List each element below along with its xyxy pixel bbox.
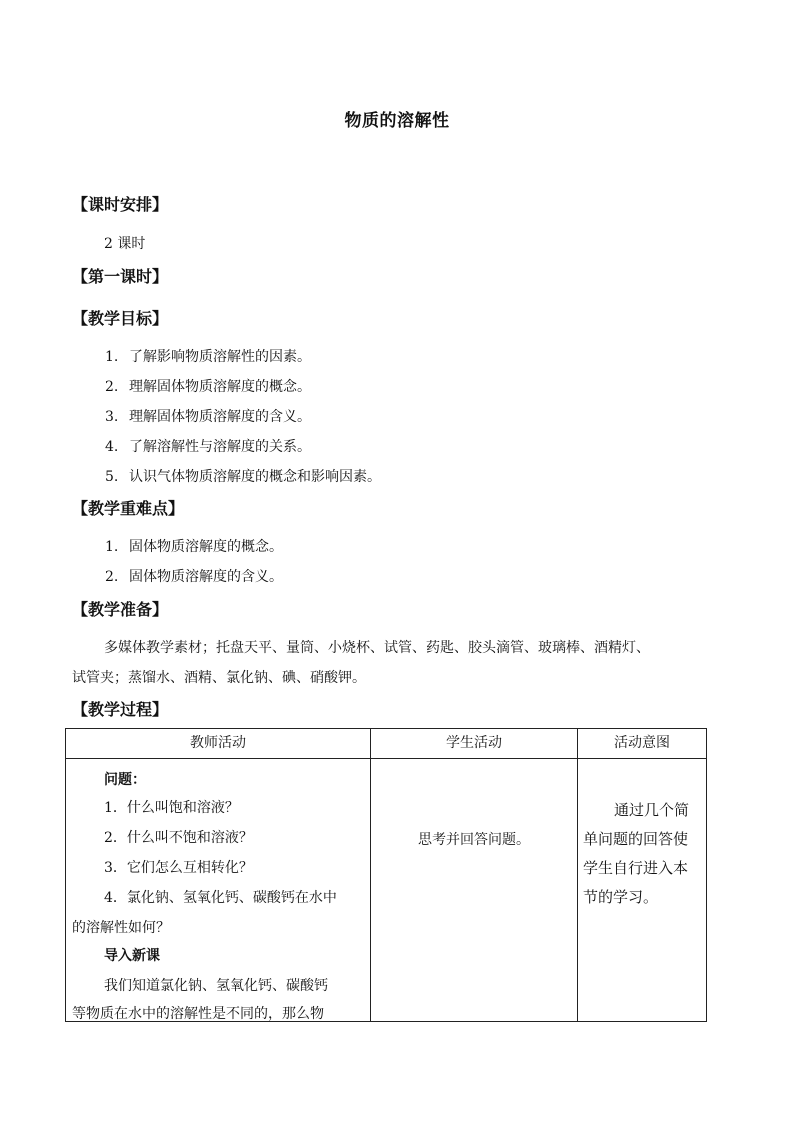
column-divider (577, 729, 578, 1021)
goal-num: 1. (105, 349, 119, 365)
preparation-heading: 【教学准备】 (72, 600, 169, 619)
goals-heading: 【教学目标】 (72, 309, 169, 328)
key-point-item (105, 536, 283, 556)
page-title: 物质的溶解性 (344, 111, 450, 131)
goal-item (105, 376, 311, 396)
student-activity: 思考并回答问题。 (418, 832, 530, 848)
preparation-line: 多媒体教学素材；托盘天平、量筒、小烧杯、试管、药匙、胶头滴管、玻璃棒、酒精灯、 (104, 640, 650, 656)
goal-item (105, 436, 311, 456)
goal-item (105, 406, 311, 426)
process-table (65, 728, 707, 1022)
teacher-question: 2．什么叫不饱和溶液？ (104, 830, 253, 846)
lesson1-heading: 【第一课时】 (72, 267, 169, 286)
preparation-line: 试管夹；蒸馏水、酒精、氯化钠、碘、硝酸钾。 (72, 670, 366, 686)
header-intent: 活动意图 (614, 735, 670, 751)
key-point-text: 固体物质溶解度的含义。 (129, 569, 283, 585)
intent-text: 学生自行进入本 (583, 859, 689, 877)
key-point-num: 1. (105, 539, 119, 555)
process-heading: 【教学过程】 (72, 700, 169, 719)
intro-text: 我们知道氯化钠、氢氧化钙、碳酸钙 (104, 978, 328, 994)
key-points-heading: 【教学重难点】 (72, 499, 185, 518)
key-point-item (105, 566, 283, 586)
goal-item (105, 346, 311, 366)
key-point-num: 2. (105, 569, 119, 585)
header-student: 学生活动 (446, 735, 502, 751)
goal-text: 了解影响物质溶解性的因素。 (129, 349, 311, 365)
intro-label: 导入新课 (104, 948, 160, 964)
goal-num: 2. (105, 379, 119, 395)
intent-text: 通过几个简 (614, 801, 690, 819)
goal-item (105, 466, 381, 486)
intent-text: 单问题的回答使 (583, 830, 689, 848)
goal-num: 3. (105, 409, 119, 425)
header-divider (66, 758, 706, 759)
question-label: 问题： (104, 772, 146, 788)
schedule-heading: 【课时安排】 (72, 195, 169, 214)
goal-text: 了解溶解性与溶解度的关系。 (129, 439, 311, 455)
teacher-question: 4．氯化钠、氢氧化钙、碳酸钙在水中 (104, 890, 337, 906)
intent-text: 节的学习。 (583, 888, 659, 906)
goal-text: 认识气体物质溶解度的概念和影响因素。 (129, 469, 381, 485)
header-teacher: 教师活动 (190, 735, 246, 751)
key-point-text: 固体物质溶解度的概念。 (129, 539, 283, 555)
goal-num: 4. (105, 439, 119, 455)
teacher-question: 3．它们怎么互相转化？ (104, 860, 253, 876)
schedule-content: 2 课时 (104, 236, 146, 252)
goal-num: 5. (105, 469, 119, 485)
goal-text: 理解固体物质溶解度的概念。 (129, 379, 311, 395)
goal-text: 理解固体物质溶解度的含义。 (129, 409, 311, 425)
teacher-question: 1．什么叫饱和溶液？ (104, 800, 239, 816)
teacher-question-cont: 的溶解性如何？ (72, 920, 170, 936)
intro-text-cont: 等物质在水中的溶解性是不同的，那么物 (72, 1006, 324, 1022)
column-divider (370, 729, 371, 1021)
